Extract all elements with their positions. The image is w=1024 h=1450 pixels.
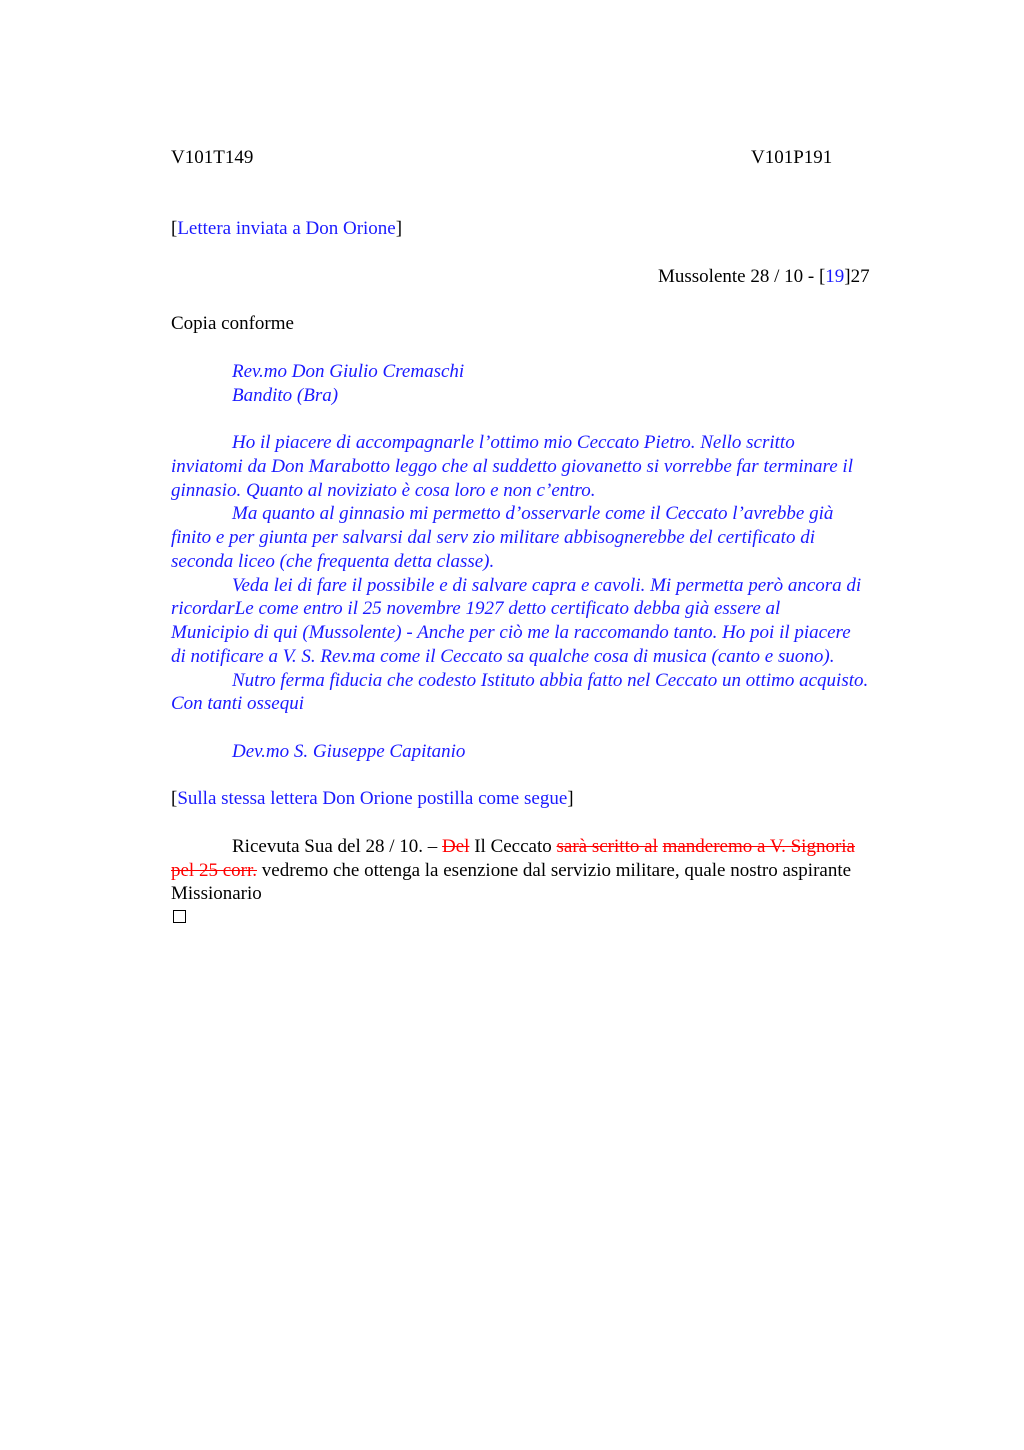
letter-line: Con tanti ossequi — [171, 693, 305, 714]
bracket-close: ] — [567, 788, 574, 809]
deleted-text: Del — [442, 836, 470, 857]
letter-line: Ma quanto al ginnasio mi permetto d’osservarle come il Ceccato l’avrebbe già — [232, 503, 834, 524]
postil-text: Ricevuta Sua del 28 / 10. – — [232, 836, 443, 857]
bracket-close: ] — [395, 218, 403, 239]
recipient-line-1: Rev.mo Don Giulio Cremaschi — [232, 361, 465, 382]
bracket-open: [ — [171, 788, 178, 809]
letter-line: Nutro ferma fiducia che codesto Istituto abbia fatto nel Ceccato un ottimo acquisto. — [232, 670, 869, 691]
deleted-text: sarà scritto al — [556, 836, 658, 857]
recipient-line-2: Bandito (Bra) — [232, 385, 339, 406]
dateline — [658, 265, 870, 289]
dateline-place-date: Mussolente 28 / 10 - [ — [658, 266, 826, 287]
letter-line: seconda liceo (che frequenta detta classe). — [171, 551, 495, 572]
bracket-open: [ — [171, 218, 178, 239]
postil-text: Il Ceccato — [469, 836, 557, 857]
postil-line-1 — [232, 835, 855, 859]
dateline-year-prefix: 19 — [825, 266, 845, 287]
deleted-text: pel 25 corr. — [171, 860, 258, 881]
letter-line: inviatomi da Don Marabotto leggo che al suddetto giovanetto si vorrebbe far terminare il — [171, 456, 853, 477]
end-marker-box-icon — [173, 910, 186, 923]
letter-line: finito e per giunta per salvarsi dal serv zio militare abbisognerebbe del certificato di — [171, 527, 815, 548]
intro-note — [171, 217, 402, 241]
letter-line: Veda lei di fare il possibile e di salvare capra e cavoli. Mi permetta però ancora di — [232, 575, 862, 596]
copy-label: Copia conforme — [171, 313, 294, 334]
deleted-text: manderemo a V. Signoria — [662, 836, 855, 857]
document-code-right: V101P191 — [751, 147, 833, 168]
letter-line: ginnasio. Quanto al noviziato è cosa loro e non c’entro. — [171, 480, 596, 501]
dateline-year-suffix: ]27 — [844, 266, 870, 287]
document-code-left: V101T149 — [171, 147, 254, 168]
letter-line: Municipio di qui (Mussolente) - Anche per ciò me la raccomando tanto. Ho poi il piacere — [171, 622, 851, 643]
postil-note — [171, 787, 574, 811]
postil-line-3: Missionario — [171, 883, 262, 904]
postil-line-2 — [171, 859, 851, 883]
letter-line: Ho il piacere di accompagnarle l’ottimo mio Ceccato Pietro. Nello scritto — [232, 432, 795, 453]
letter-line: ricordarLe come entro il 25 novembre 1927 detto certificato debba già essere al — [171, 598, 781, 619]
letter-line: di notificare a V. S. Rev.ma come il Ceccato sa qualche cosa di musica (canto e suono). — [171, 646, 835, 667]
postil-text: vedremo che ottenga la esenzione dal servizio militare, quale nostro aspirante — [257, 860, 852, 881]
intro-note-text: Lettera inviata a Don Orione — [177, 218, 396, 239]
signature: Dev.mo S. Giuseppe Capitanio — [232, 741, 466, 762]
postil-note-text: Sulla stessa lettera Don Orione postilla come segue — [177, 788, 568, 809]
